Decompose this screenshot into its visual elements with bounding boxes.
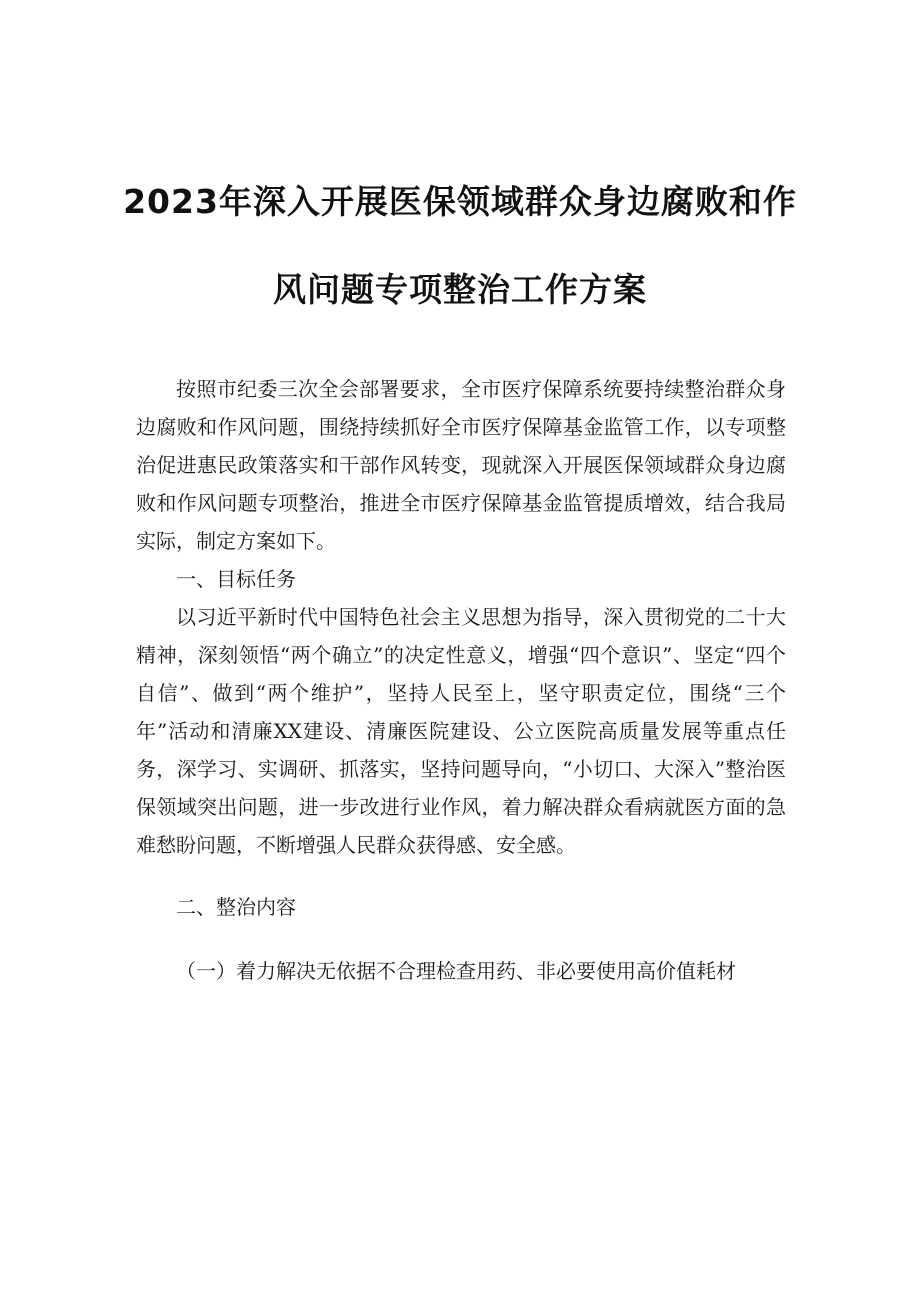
intro-paragraph: 按照市纪委三次全会部署要求，全市医疗保障系统要持续整治群众身边腐败和作风问题，围绕持续抓好全市医疗保障基金监管工作，以专项整治促进惠民政策落实和干部作风转变，现就深入开展医保领域群众身边腐败和作风问题专项整治，推进全市医疗保障基金监管提质增效，结合我局实际，制定方案如下。: [136, 377, 786, 553]
section-1-paragraph: 以习近平新时代中国特色社会主义思想为指导，深入贯彻党的二十大精神，深刻领悟“两个确立”的决定性意义，增强“四个意识”、坚定“四个自信”、做到“两个维护”，坚持人民至上，坚守职责定位，围绕“三个年”活动和清廉XX建设、清廉医院建设、公立医院高质量发展等重点任务，深学习、实调研、抓落实，坚持问题导向，“小切口、大深入”整治医保领域突出问题，进一步改进行业作风，着力解决群众看病就医方面的急难愁盼问题，不断增强人民群众获得感、安全感。: [136, 605, 786, 857]
section-1-heading: 一、目标任务: [176, 567, 296, 591]
document-title-line-1: 2023年深入开展医保领域群众身边腐败和作: [123, 182, 797, 221]
document-body: [136, 370, 786, 990]
subsection-1-heading: （一）着力解决无依据不合理检查用药、非必要使用高价值耗材: [176, 959, 736, 983]
section-2-heading: 二、整治内容: [176, 895, 296, 919]
document-title-line-2: 风问题专项整治工作方案: [273, 270, 647, 309]
